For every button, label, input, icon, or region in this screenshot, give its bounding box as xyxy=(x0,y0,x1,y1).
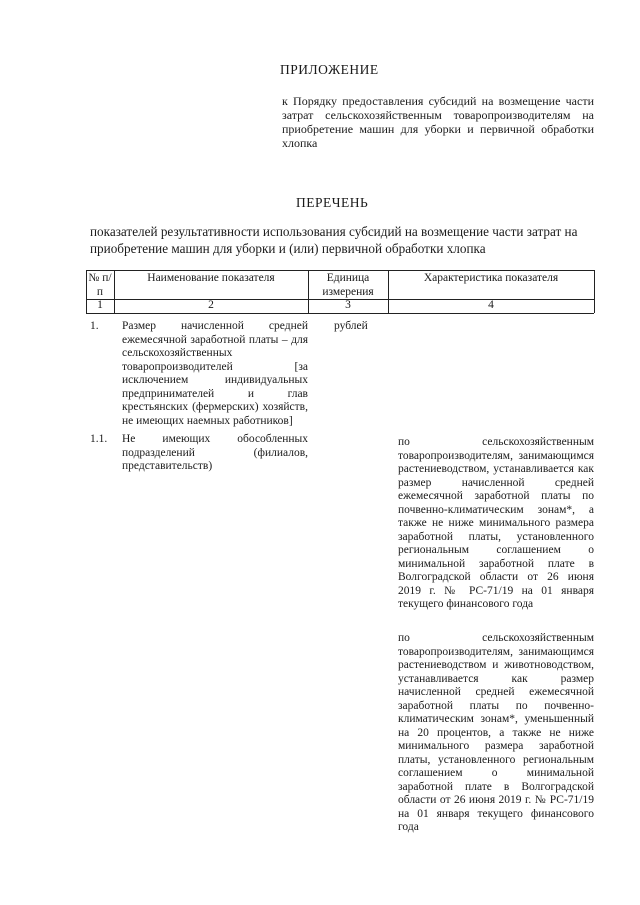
index-cell-1: 1 xyxy=(97,299,103,311)
table-index-divider xyxy=(86,313,594,314)
index-cell-2: 2 xyxy=(208,299,214,311)
index-cell-3: 3 xyxy=(345,299,351,311)
row-unit: рублей xyxy=(334,320,368,332)
row-characteristic: по сельскохозяйственным товаропроизводителям, занимающимся растениеводством, устанавливается как размер начисленной средней ежемесячной заработной платы по почвенно-климатическим зонам*, а также не ниже минимального размера заработной платы, установленного региональным соглашением о минимальной заработной плате в Волгоградской области от 26 июня 2019 г. № РС-71/19 на 01 января текущего финансового года xyxy=(398,436,594,610)
row-indicator-name: Не имеющих обособленных подразделений (филиалов, представительств) xyxy=(122,433,308,472)
header-characteristic: Характеристика показателя xyxy=(423,272,559,284)
row-number: 1.1. xyxy=(90,433,108,445)
header-unit: Единица измерения xyxy=(322,272,374,298)
annex-text: к Порядку предоставления субсидий на возмещение части затрат сельскохозяйственным товаропроизводителям на приобретение машин для уборки и первичной обработки хлопка xyxy=(282,94,594,150)
row-characteristic: по сельскохозяйственным товаропроизводителям, занимающимся растениеводством и животноводством, устанавливается как размер начисленной средней ежемесячной заработной платы по почвенно-климатическим зонам*, уменьшенный на 20 процентов, а также не ниже минимального размера заработной платы, установленного региональным соглашением о минимальной заработной плате в Волгоградской области от 26 июня 2019 г. № РС-71/19 на 01 января текущего финансового года xyxy=(398,632,594,833)
header-number: № п/п xyxy=(88,272,112,298)
annex-title: ПРИЛОЖЕНИЕ xyxy=(280,62,379,77)
list-subtitle: показателей результативности использования субсидий на возмещение части затрат на приобретение машин для уборки и (или) первичной обработки хлопка xyxy=(90,224,578,256)
list-title: ПЕРЕЧЕНЬ xyxy=(296,195,369,210)
table-right-border xyxy=(594,270,595,313)
row-number: 1. xyxy=(90,320,99,332)
index-cell-4: 4 xyxy=(488,299,494,311)
table-top-border xyxy=(86,270,594,271)
header-indicator-name: Наименование показателя xyxy=(147,272,275,284)
row-indicator-name: Размер начисленной средней ежемесячной заработной платы – для сельскохозяйственных товаропроизводителей [за исключением индивидуальных предпринимателей и глав крестьянских (фермерских) хозяйств, не имеющих наемных работников] xyxy=(122,320,308,427)
